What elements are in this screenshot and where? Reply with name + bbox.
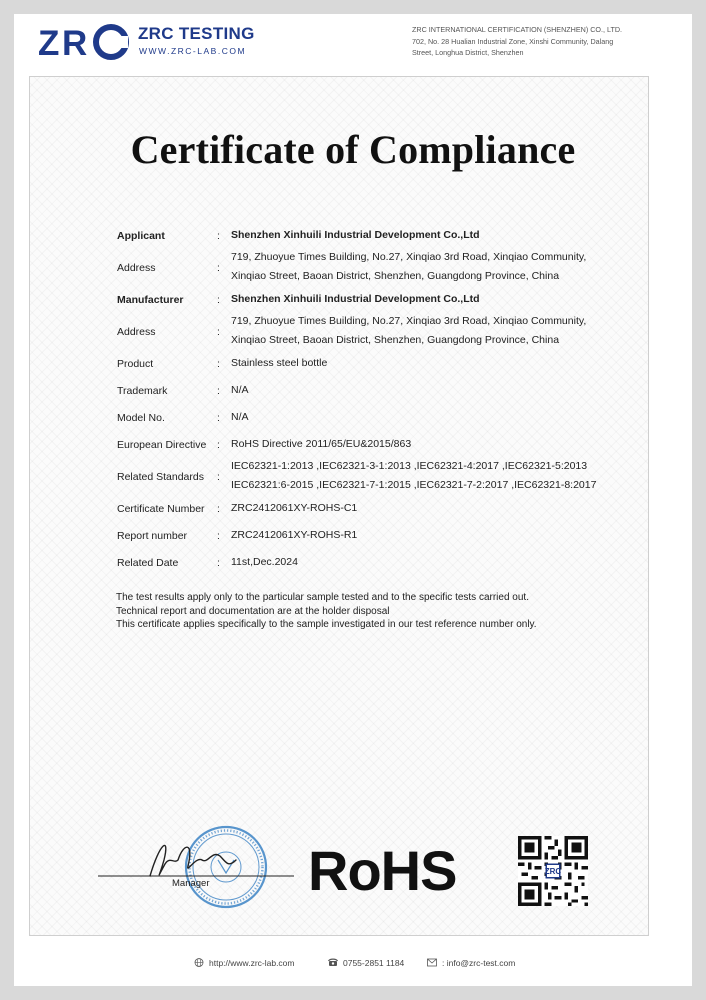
note-line: Technical report and documentation are at the holder disposal [116, 605, 390, 617]
signature-seal [98, 820, 294, 910]
field-label: Related Date [117, 557, 179, 569]
field-label: Related Standards [117, 471, 204, 483]
field-separator: : [217, 471, 220, 483]
field-value: Stainless steel bottle [231, 357, 328, 369]
svg-text:R: R [62, 24, 88, 60]
standards-line: IEC62321:6-2015 ,IEC62321-7-1:2015 ,IEC62321-7-2:2017 ,IEC62321-8:2017 [231, 479, 597, 491]
address-line: Xinqiao Street, Baoan District, Shenzhen, Guangdong Province, China [231, 270, 560, 282]
field-separator: : [217, 530, 220, 542]
certificate-title: Certificate of Compliance [130, 127, 576, 172]
footer-email[interactable] [427, 958, 515, 968]
note-line: This certificate applies specifically to the sample investigated in our test reference number only. [116, 619, 537, 630]
standards-line: IEC62321-1:2013 ,IEC62321-3-1:2013 ,IEC62321-4:2017 ,IEC62321-5:2013 [231, 460, 588, 472]
phone-text: 0755-2851 1184 [343, 958, 405, 968]
certificate-notes [116, 591, 596, 632]
rohs-mark: RoHS [308, 839, 457, 902]
field-label: Address [117, 262, 156, 274]
field-label: Trademark [117, 385, 168, 397]
field-separator: : [217, 412, 220, 424]
phone-icon [328, 958, 338, 967]
field-label: Manufacturer [117, 294, 184, 306]
brand-url: WWW.ZRC-LAB.COM [139, 46, 247, 56]
field-value: 11st,Dec.2024 [231, 556, 298, 568]
globe-icon [194, 958, 204, 967]
field-label: European Directive [117, 439, 207, 451]
manager-label: Manager [172, 878, 210, 889]
field-separator: : [217, 294, 220, 306]
field-value: Shenzhen Xinhuili Industrial Development Co.,Ltd [231, 293, 480, 305]
field-separator: : [217, 230, 220, 242]
field-label: Model No. [117, 412, 165, 424]
field-separator: : [217, 439, 220, 451]
brand-header [38, 22, 268, 74]
field-value: N/A [231, 411, 249, 423]
field-separator: : [217, 262, 220, 274]
field-separator: : [217, 326, 220, 338]
brand-name: ZRC TESTING [138, 24, 255, 43]
qr-code-icon [518, 836, 588, 906]
field-value: Shenzhen Xinhuili Industrial Development Co.,Ltd [231, 229, 480, 241]
field-label: Address [117, 326, 156, 338]
field-value: N/A [231, 384, 249, 396]
field-value [231, 248, 611, 286]
email-text[interactable]: : info@zrc-test.com [442, 958, 516, 968]
zrc-logo [38, 22, 132, 60]
address-line: 719, Zhuoyue Times Building, No.27, Xinqiao 3rd Road, Xinqiao Community, [231, 251, 587, 263]
address-line: 719, Zhuoyue Times Building, No.27, Xinqiao 3rd Road, Xinqiao Community, [231, 315, 587, 327]
field-separator: : [217, 557, 220, 569]
company-info-line: 702, No. 28 Hualian Industrial Zone, Xinshi Community, Dalang [412, 36, 614, 46]
svg-text:Z: Z [38, 24, 60, 60]
field-value: ZRC2412061XY-ROHS-C1 [231, 502, 358, 514]
official-seal [186, 827, 266, 907]
footer-phone [328, 958, 404, 968]
field-label: Certificate Number [117, 503, 205, 515]
field-label: Applicant [117, 230, 165, 242]
website-text[interactable]: http://www.zrc-lab.com [209, 958, 295, 968]
svg-text:ZRC: ZRC [544, 867, 562, 876]
footer-website[interactable] [194, 958, 295, 968]
company-info-line: Street, Longhua District, Shenzhen [412, 48, 524, 57]
field-label: Report number [117, 530, 188, 542]
field-separator: : [217, 358, 220, 370]
mail-icon [427, 958, 437, 967]
field-separator: : [217, 385, 220, 397]
company-address [412, 24, 652, 59]
field-value: RoHS Directive 2011/65/EU&2015/863 [231, 438, 412, 450]
address-line: Xinqiao Street, Baoan District, Shenzhen, Guangdong Province, China [231, 334, 560, 346]
field-value [231, 457, 611, 495]
field-separator: : [217, 503, 220, 515]
company-info-line: ZRC INTERNATIONAL CERTIFICATION (SHENZHEN) CO., LTD. [412, 25, 623, 34]
field-value: ZRC2412061XY-ROHS-R1 [231, 529, 358, 541]
field-value [231, 312, 611, 350]
note-line: The test results apply only to the particular sample tested and to the specific tests carried out. [116, 592, 529, 603]
field-label: Product [117, 358, 154, 370]
